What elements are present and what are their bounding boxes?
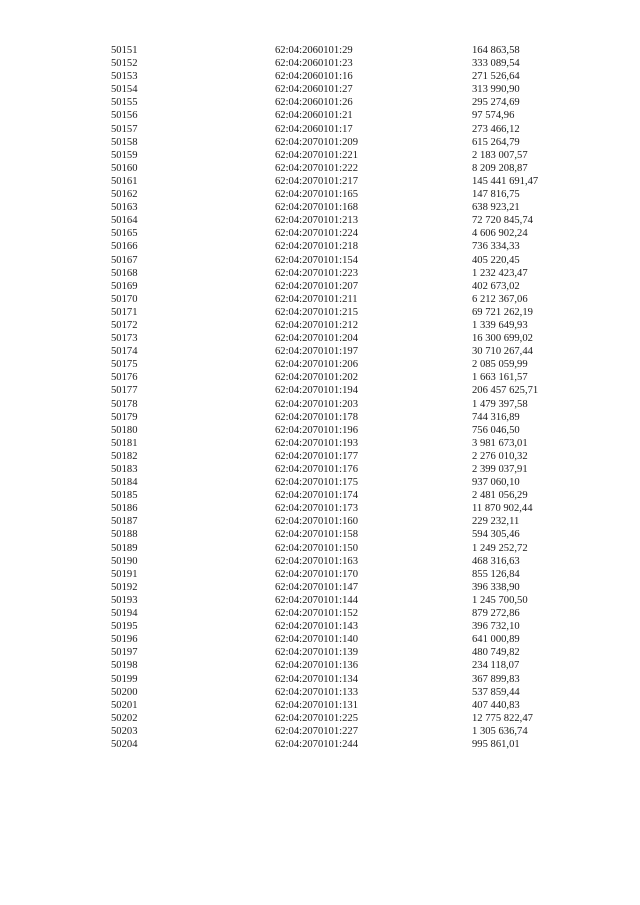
cadastral-number: 62:04:2070101:170	[275, 568, 358, 580]
cadastral-value: 97 574,96	[472, 110, 515, 122]
cadastral-value: 1 479 397,58	[472, 398, 528, 410]
cadastral-number: 62:04:2070101:211	[275, 293, 358, 305]
cadastral-number: 62:04:2070101:136	[275, 660, 358, 672]
row-number: 50191	[111, 568, 138, 580]
cadastral-number: 62:04:2070101:244	[275, 738, 358, 750]
cadastral-value: 69 721 262,19	[472, 306, 533, 318]
row-number: 50152	[111, 58, 138, 70]
cadastral-number: 62:04:2070101:218	[275, 241, 358, 253]
cadastral-value: 2 183 007,57	[472, 149, 528, 161]
cadastral-value: 234 118,07	[472, 660, 520, 672]
table-row	[0, 57, 640, 70]
table-row	[0, 240, 640, 253]
cadastral-number: 62:04:2070101:152	[275, 608, 358, 620]
cadastral-number: 62:04:2070101:177	[275, 450, 358, 462]
cadastral-value: 756 046,50	[472, 424, 520, 436]
row-number: 50163	[111, 202, 138, 214]
row-number: 50182	[111, 450, 138, 462]
table-row	[0, 594, 640, 607]
cadastral-number: 62:04:2070101:178	[275, 411, 358, 423]
table-row	[0, 371, 640, 384]
row-number: 50185	[111, 490, 138, 502]
table-row	[0, 44, 640, 57]
table-row	[0, 201, 640, 214]
table-row	[0, 306, 640, 319]
row-number: 50189	[111, 542, 138, 554]
row-number: 50174	[111, 346, 138, 358]
cadastral-value: 6 212 367,06	[472, 293, 528, 305]
table-row	[0, 725, 640, 738]
cadastral-number: 62:04:2070101:143	[275, 621, 358, 633]
cadastral-number: 62:04:2070101:144	[275, 594, 358, 606]
cadastral-number: 62:04:2060101:21	[275, 110, 353, 122]
cadastral-number: 62:04:2070101:160	[275, 516, 358, 528]
cadastral-number: 62:04:2060101:26	[275, 97, 353, 109]
cadastral-value: 396 338,90	[472, 581, 520, 593]
table-row	[0, 332, 640, 345]
cadastral-number: 62:04:2060101:16	[275, 71, 353, 83]
cadastral-number: 62:04:2060101:17	[275, 123, 353, 135]
row-number: 50178	[111, 398, 138, 410]
cadastral-value: 367 899,83	[472, 673, 520, 685]
cadastral-number: 62:04:2070101:222	[275, 162, 358, 174]
cadastral-number: 62:04:2070101:173	[275, 503, 358, 515]
table-row	[0, 109, 640, 122]
cadastral-number: 62:04:2060101:29	[275, 45, 353, 56]
cadastral-value: 537 859,44	[472, 686, 520, 698]
row-number: 50204	[111, 738, 138, 750]
table-row	[0, 267, 640, 280]
cadastral-value: 407 440,83	[472, 699, 520, 711]
cadastral-number: 62:04:2070101:217	[275, 175, 358, 187]
cadastral-number: 62:04:2070101:193	[275, 437, 358, 449]
cadastral-number: 62:04:2070101:176	[275, 464, 358, 475]
table-row	[0, 646, 640, 659]
cadastral-number: 62:04:2070101:212	[275, 319, 358, 331]
row-number: 50158	[111, 136, 138, 148]
row-number: 50202	[111, 712, 138, 724]
table-row	[0, 149, 640, 162]
cadastral-value: 615 264,79	[472, 136, 520, 148]
row-number: 50196	[111, 634, 138, 646]
table-row	[0, 620, 640, 633]
cadastral-number: 62:04:2070101:225	[275, 712, 358, 724]
cadastral-value: 405 220,45	[472, 254, 520, 266]
cadastral-number: 62:04:2070101:175	[275, 477, 358, 489]
cadastral-number: 62:04:2070101:139	[275, 647, 358, 659]
row-number: 50184	[111, 477, 138, 489]
cadastral-value: 8 209 208,87	[472, 162, 528, 174]
cadastral-value: 271 526,64	[472, 71, 520, 83]
cadastral-value: 30 710 267,44	[472, 346, 533, 358]
cadastral-value: 402 673,02	[472, 280, 520, 292]
row-number: 50198	[111, 660, 138, 672]
cadastral-number: 62:04:2070101:202	[275, 372, 358, 384]
cadastral-number: 62:04:2070101:147	[275, 581, 358, 593]
cadastral-value: 1 245 700,50	[472, 594, 528, 606]
cadastral-value: 879 272,86	[472, 608, 520, 620]
table-row	[0, 162, 640, 175]
row-number: 50168	[111, 267, 138, 279]
cadastral-number: 62:04:2070101:223	[275, 267, 358, 279]
cadastral-value: 855 126,84	[472, 568, 520, 580]
cadastral-number: 62:04:2070101:165	[275, 189, 358, 201]
row-number: 50164	[111, 215, 138, 227]
row-number: 50188	[111, 529, 138, 541]
table-row	[0, 699, 640, 712]
cadastral-number: 62:04:2070101:150	[275, 542, 358, 554]
row-number: 50179	[111, 411, 138, 423]
cadastral-number: 62:04:2070101:207	[275, 280, 358, 292]
table-row	[0, 542, 640, 555]
row-number: 50172	[111, 319, 138, 331]
row-number: 50170	[111, 293, 138, 305]
cadastral-value: 1 305 636,74	[472, 725, 528, 737]
table-row	[0, 607, 640, 620]
table-row	[0, 70, 640, 83]
cadastral-value: 3 981 673,01	[472, 437, 528, 449]
row-number: 50153	[111, 71, 138, 83]
table-row	[0, 227, 640, 240]
table-row	[0, 515, 640, 528]
row-number: 50200	[111, 686, 138, 698]
row-number: 50199	[111, 673, 138, 685]
table-row	[0, 424, 640, 437]
table-row	[0, 280, 640, 293]
row-number: 50160	[111, 162, 138, 174]
table-row	[0, 659, 640, 672]
row-number: 50190	[111, 555, 138, 567]
cadastral-number: 62:04:2070101:134	[275, 673, 358, 685]
row-number: 50194	[111, 608, 138, 620]
row-number: 50175	[111, 359, 138, 371]
row-number: 50193	[111, 594, 138, 606]
cadastral-value: 333 089,54	[472, 58, 520, 70]
table-row	[0, 450, 640, 463]
data-table	[0, 44, 640, 751]
table-row	[0, 437, 640, 450]
cadastral-value: 641 000,89	[472, 634, 520, 646]
cadastral-number: 62:04:2070101:206	[275, 359, 358, 371]
cadastral-value: 12 775 822,47	[472, 712, 533, 724]
cadastral-number: 62:04:2070101:131	[275, 699, 358, 711]
cadastral-number: 62:04:2070101:196	[275, 424, 358, 436]
table-row	[0, 502, 640, 515]
row-number: 50156	[111, 110, 138, 122]
cadastral-value: 206 457 625,71	[472, 385, 539, 397]
cadastral-value: 638 923,21	[472, 202, 520, 214]
cadastral-value: 396 732,10	[472, 621, 520, 633]
cadastral-value: 1 339 649,93	[472, 319, 528, 331]
cadastral-value: 229 232,11	[472, 516, 520, 528]
table-row	[0, 319, 640, 332]
cadastral-number: 62:04:2070101:163	[275, 555, 358, 567]
table-row	[0, 175, 640, 188]
cadastral-number: 62:04:2060101:23	[275, 58, 353, 70]
cadastral-number: 62:04:2070101:215	[275, 306, 358, 318]
row-number: 50151	[111, 45, 138, 56]
table-row	[0, 384, 640, 397]
cadastral-number: 62:04:2070101:168	[275, 202, 358, 214]
table-row	[0, 83, 640, 96]
cadastral-number: 62:04:2070101:158	[275, 529, 358, 541]
cadastral-value: 11 870 902,44	[472, 503, 533, 515]
cadastral-value: 313 990,90	[472, 84, 520, 96]
table-row	[0, 555, 640, 568]
row-number: 50157	[111, 123, 138, 135]
cadastral-value: 72 720 845,74	[472, 215, 533, 227]
row-number: 50186	[111, 503, 138, 515]
table-row	[0, 123, 640, 136]
cadastral-number: 62:04:2070101:213	[275, 215, 358, 227]
row-number: 50183	[111, 464, 138, 475]
row-number: 50162	[111, 189, 138, 201]
row-number: 50180	[111, 424, 138, 436]
cadastral-number: 62:04:2070101:203	[275, 398, 358, 410]
table-row	[0, 463, 640, 476]
row-number: 50159	[111, 149, 138, 161]
cadastral-value: 16 300 699,02	[472, 333, 533, 345]
table-row	[0, 489, 640, 502]
row-number: 50173	[111, 333, 138, 345]
cadastral-number: 62:04:2070101:154	[275, 254, 358, 266]
row-number: 50169	[111, 280, 138, 292]
row-number: 50201	[111, 699, 138, 711]
table-row	[0, 738, 640, 751]
row-number: 50176	[111, 372, 138, 384]
table-row	[0, 188, 640, 201]
cadastral-value: 736 334,33	[472, 241, 520, 253]
cadastral-value: 1 663 161,57	[472, 372, 528, 384]
cadastral-number: 62:04:2070101:133	[275, 686, 358, 698]
cadastral-value: 273 466,12	[472, 123, 520, 135]
row-number: 50195	[111, 621, 138, 633]
cadastral-value: 295 274,69	[472, 97, 520, 109]
table-row	[0, 214, 640, 227]
cadastral-value: 2 085 059,99	[472, 359, 528, 371]
table-row	[0, 96, 640, 109]
table-row	[0, 673, 640, 686]
table-row	[0, 398, 640, 411]
cadastral-value: 1 249 252,72	[472, 542, 528, 554]
cadastral-number: 62:04:2070101:209	[275, 136, 358, 148]
cadastral-value: 2 481 056,29	[472, 490, 528, 502]
table-row	[0, 712, 640, 725]
table-row	[0, 345, 640, 358]
row-number: 50181	[111, 437, 138, 449]
table-row	[0, 293, 640, 306]
row-number: 50203	[111, 725, 138, 737]
cadastral-value: 594 305,46	[472, 529, 520, 541]
cadastral-value: 164 863,58	[472, 45, 520, 56]
cadastral-number: 62:04:2070101:227	[275, 725, 358, 737]
table-row	[0, 528, 640, 541]
row-number: 50177	[111, 385, 138, 397]
table-row	[0, 136, 640, 149]
row-number: 50197	[111, 647, 138, 659]
table-row	[0, 254, 640, 267]
cadastral-number: 62:04:2070101:140	[275, 634, 358, 646]
row-number: 50161	[111, 175, 138, 187]
cadastral-value: 480 749,82	[472, 647, 520, 659]
row-number: 50192	[111, 581, 138, 593]
cadastral-number: 62:04:2070101:224	[275, 228, 358, 240]
row-number: 50166	[111, 241, 138, 253]
table-row	[0, 581, 640, 594]
row-number: 50154	[111, 84, 138, 96]
cadastral-value: 145 441 691,47	[472, 175, 539, 187]
cadastral-number: 62:04:2070101:204	[275, 333, 358, 345]
cadastral-number: 62:04:2070101:174	[275, 490, 358, 502]
cadastral-value: 995 861,01	[472, 738, 520, 750]
cadastral-value: 937 060,10	[472, 477, 520, 489]
row-number: 50155	[111, 97, 138, 109]
table-row	[0, 411, 640, 424]
row-number: 50171	[111, 306, 138, 318]
cadastral-value: 2 399 037,91	[472, 464, 528, 475]
cadastral-value: 147 816,75	[472, 189, 520, 201]
cadastral-value: 1 232 423,47	[472, 267, 528, 279]
table-row	[0, 568, 640, 581]
table-row	[0, 633, 640, 646]
table-row	[0, 476, 640, 489]
row-number: 50165	[111, 228, 138, 240]
row-number: 50187	[111, 516, 138, 528]
table-row	[0, 686, 640, 699]
table-row	[0, 358, 640, 371]
cadastral-value: 468 316,63	[472, 555, 520, 567]
row-number: 50167	[111, 254, 138, 266]
cadastral-number: 62:04:2060101:27	[275, 84, 353, 96]
cadastral-number: 62:04:2070101:194	[275, 385, 358, 397]
cadastral-value: 4 606 902,24	[472, 228, 528, 240]
cadastral-value: 2 276 010,32	[472, 450, 528, 462]
cadastral-value: 744 316,89	[472, 411, 520, 423]
cadastral-number: 62:04:2070101:221	[275, 149, 358, 161]
cadastral-number: 62:04:2070101:197	[275, 346, 358, 358]
